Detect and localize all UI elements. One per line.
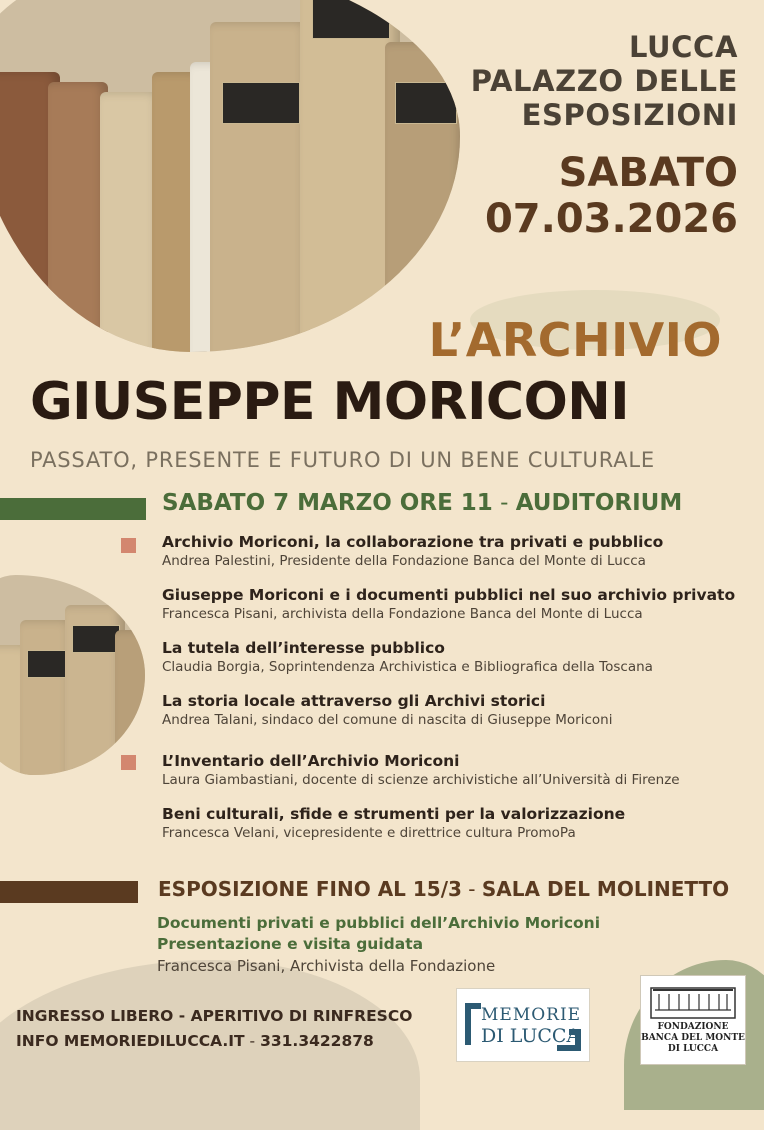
exhibition-line1: Documenti privati e pubblici dell’Archivio Moriconi [157, 914, 601, 932]
fondazione-logo-line1: FONDAZIONE [657, 1022, 729, 1032]
footer-entry: INGRESSO LIBERO - APERITIVO DI RINFRESCO [16, 1007, 413, 1025]
exhibition-heading [158, 877, 729, 901]
talk-title: Archivio Moriconi, la collaborazione tra privati e pubblico [162, 533, 664, 551]
section-bar-green [0, 498, 146, 520]
title-line2: GIUSEPPE MORICONI [30, 372, 630, 432]
exhibition-details [157, 913, 600, 977]
title-line1: L’ARCHIVIO [428, 313, 722, 367]
talk-item [162, 532, 663, 570]
exhibition-separator: - [461, 877, 482, 901]
footer-separator: - [244, 1032, 261, 1050]
talk-speaker: Andrea Talani, sindaco del comune di nascita di Giuseppe Moriconi [162, 712, 613, 728]
exhibition-line2: Presentazione e visita guidata [157, 935, 424, 953]
venue [471, 30, 738, 132]
talk-title: La storia locale attraverso gli Archivi storici [162, 692, 546, 710]
section-bar-brown [0, 881, 138, 903]
talk-speaker: Claudia Borgia, Soprintendenza Archivistica e Bibliografica della Toscana [162, 659, 653, 675]
exhibition-place: SALA DEL MOLINETTO [481, 877, 730, 901]
bullet-square [121, 538, 136, 553]
talk-speaker: Andrea Palestini, Presidente della Fondazione Banca del Monte di Lucca [162, 553, 646, 569]
footer-phone: 331.3422878 [260, 1032, 374, 1050]
bullet-square [121, 755, 136, 770]
talk-title: Beni culturali, sfide e strumenti per la valorizzazione [162, 805, 626, 823]
session-time: SABATO 7 MARZO ORE 11 [162, 490, 493, 516]
exhibition-dates: ESPOSIZIONE FINO AL 15/3 [158, 877, 462, 901]
session-place: AUDITORIUM [515, 490, 683, 516]
talk-speaker: Laura Giambastiani, docente di scienze archivistiche all’Università di Firenze [162, 772, 680, 788]
subtitle: PASSATO, PRESENTE E FUTURO DI UN BENE CULTURALE [30, 448, 656, 472]
footer-info [16, 1029, 412, 1054]
talk-title: L’Inventario dell’Archivio Moriconi [162, 752, 460, 770]
talk-item [162, 751, 680, 789]
memorie-logo-line1: MEMORIE [481, 1005, 582, 1025]
fondazione-logo-line3: DI LUCCA [667, 1044, 719, 1054]
memorie-di-lucca-logo [456, 988, 590, 1062]
event-day: SABATO [558, 150, 738, 196]
event-date-value: 07.03.2026 [484, 196, 738, 242]
talk-speaker: Francesca Pisani, archivista della Fondazione Banca del Monte di Lucca [162, 606, 643, 622]
session-heading [162, 490, 682, 516]
venue-line1: PALAZZO DELLE [470, 64, 738, 98]
books-photo-left [0, 575, 145, 775]
fondazione-logo-line2: BANCA DEL MONTE [641, 1033, 745, 1043]
exhibition-line3: Francesca Pisani, Archivista della Fondazione [157, 957, 496, 975]
talk-title: La tutela dell’interesse pubblico [162, 639, 445, 657]
venue-line2: ESPOSIZIONI [521, 98, 738, 132]
books-photo-top [0, 0, 460, 352]
talk-speaker: Francesca Velani, vicepresidente e direttrice cultura PromoPa [162, 825, 576, 841]
event-date [485, 150, 738, 242]
session-separator: - [492, 490, 516, 516]
talk-item [162, 638, 653, 676]
talk-item [162, 585, 735, 623]
footer-website[interactable]: INFO MEMORIEDILUCCA.IT [16, 1032, 245, 1050]
venue-city: LUCCA [628, 30, 738, 64]
talk-title: Giuseppe Moriconi e i documenti pubblici nel suo archivio privato [162, 586, 736, 604]
fondazione-logo [640, 975, 746, 1065]
talk-item [162, 804, 625, 842]
talk-item [162, 691, 612, 729]
footer [16, 1004, 412, 1054]
memorie-logo-line2: DI LUCCA [481, 1025, 581, 1047]
